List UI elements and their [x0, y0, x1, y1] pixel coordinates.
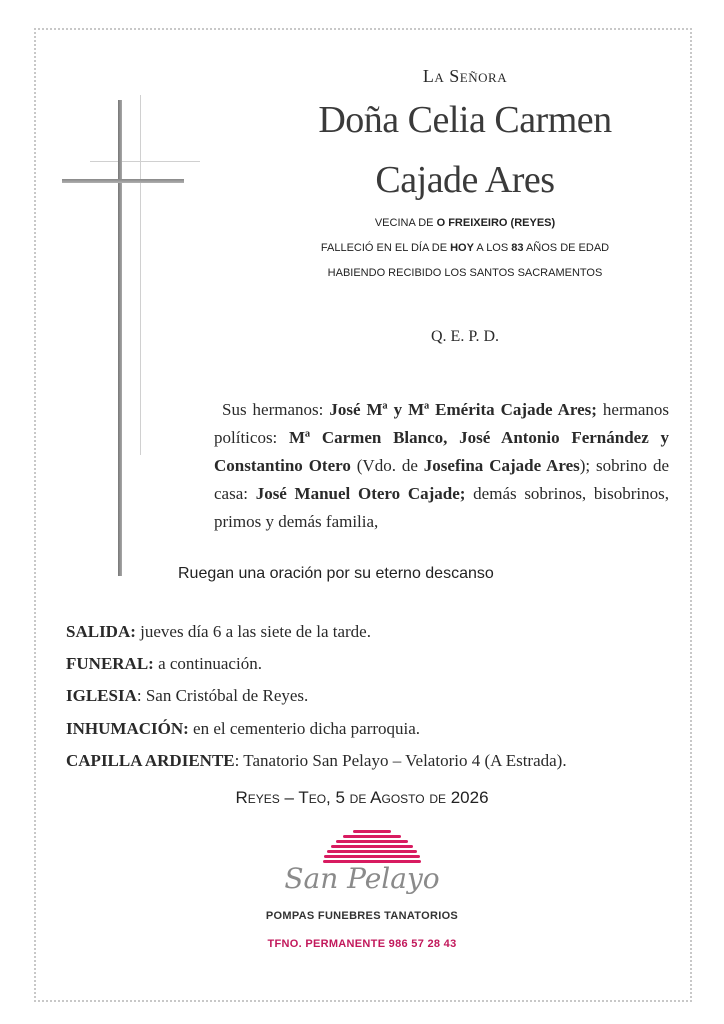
iglesia-text: : San Cristóbal de Reyes.	[136, 686, 309, 705]
company-phone: TFNO. PERMANENTE 986 57 28 43	[267, 938, 457, 950]
title-prefix: La Señora	[422, 66, 508, 86]
detail-salida	[66, 622, 371, 642]
sacraments-line: HABIENDO RECIBIDO LOS SANTOS SACRAMENTOS	[327, 267, 603, 279]
detail-capilla	[66, 751, 567, 771]
place-and-date: Reyes – Teo, 5 de Agosto de 2026	[235, 788, 489, 807]
detail-iglesia	[66, 686, 308, 706]
funeral-label: FUNERAL:	[66, 654, 154, 673]
family-nephew: José Manuel Otero Cajade;	[255, 484, 466, 503]
residence-prefix: VECINA DE	[374, 217, 437, 229]
inhumacion-label: INHUMACIÓN:	[66, 719, 189, 738]
family-text-1: Sus hermanos:	[222, 400, 330, 419]
detail-funeral	[66, 654, 262, 674]
family-text-2: hermanos políticos:	[214, 400, 670, 447]
cross-bar	[62, 179, 184, 183]
family-inlaws: Mª Carmen Blanco, José Antonio Fernández y Constantino Otero	[214, 428, 669, 475]
family-text-3: (Vdo. de	[350, 456, 424, 475]
death-hoy: HOY	[450, 242, 474, 254]
death-text-b: A LOS	[473, 242, 512, 254]
death-text-a: FALLECIÓ EN EL DÍA DE	[320, 242, 451, 254]
residence-line	[200, 217, 724, 229]
residence-place: O FREIXEIRO (REYES)	[436, 217, 556, 229]
prayer-request: Ruegan una oración por su eterno descanso	[178, 565, 494, 582]
salida-text: jueves día 6 a las siete de la tarde.	[135, 622, 371, 641]
death-line	[200, 242, 724, 254]
family-widower-of: Josefina Cajade Ares	[423, 456, 580, 475]
qepd: Q. E. P. D.	[430, 328, 499, 345]
funeral-text: a continuación.	[153, 654, 262, 673]
iglesia-label: IGLESIA	[66, 686, 137, 705]
capilla-text: : Tanatorio San Pelayo – Velatorio 4 (A Estrada).	[234, 751, 567, 770]
company-logo-text: San Pelayo	[284, 862, 440, 895]
death-age: 83	[511, 242, 524, 254]
death-text-c: AÑOS DE EDAD	[523, 242, 610, 254]
deceased-name-line2: Cajade Ares	[375, 159, 555, 201]
family-paragraph	[214, 396, 669, 536]
family-text-5: demás sobrinos, bisobrinos, primos y demás familia,	[214, 484, 669, 531]
deceased-name-line1: Doña Celia Carmen	[318, 99, 612, 141]
family-siblings: José Mª y Mª Emérita Cajade Ares;	[329, 400, 597, 419]
cross-shadow-horizontal	[90, 161, 200, 162]
detail-inhumacion	[66, 719, 420, 739]
inhumacion-text: en el cementerio dicha parroquia.	[188, 719, 421, 738]
company-services: POMPAS FUNEBRES TANATORIOS	[265, 910, 459, 922]
family-text-4: ); sobrino de casa:	[214, 456, 669, 503]
cross-icon	[118, 100, 122, 576]
cross-shadow-vertical	[140, 95, 141, 455]
capilla-label: CAPILLA ARDIENTE	[66, 751, 235, 770]
salida-label: SALIDA:	[66, 622, 136, 641]
